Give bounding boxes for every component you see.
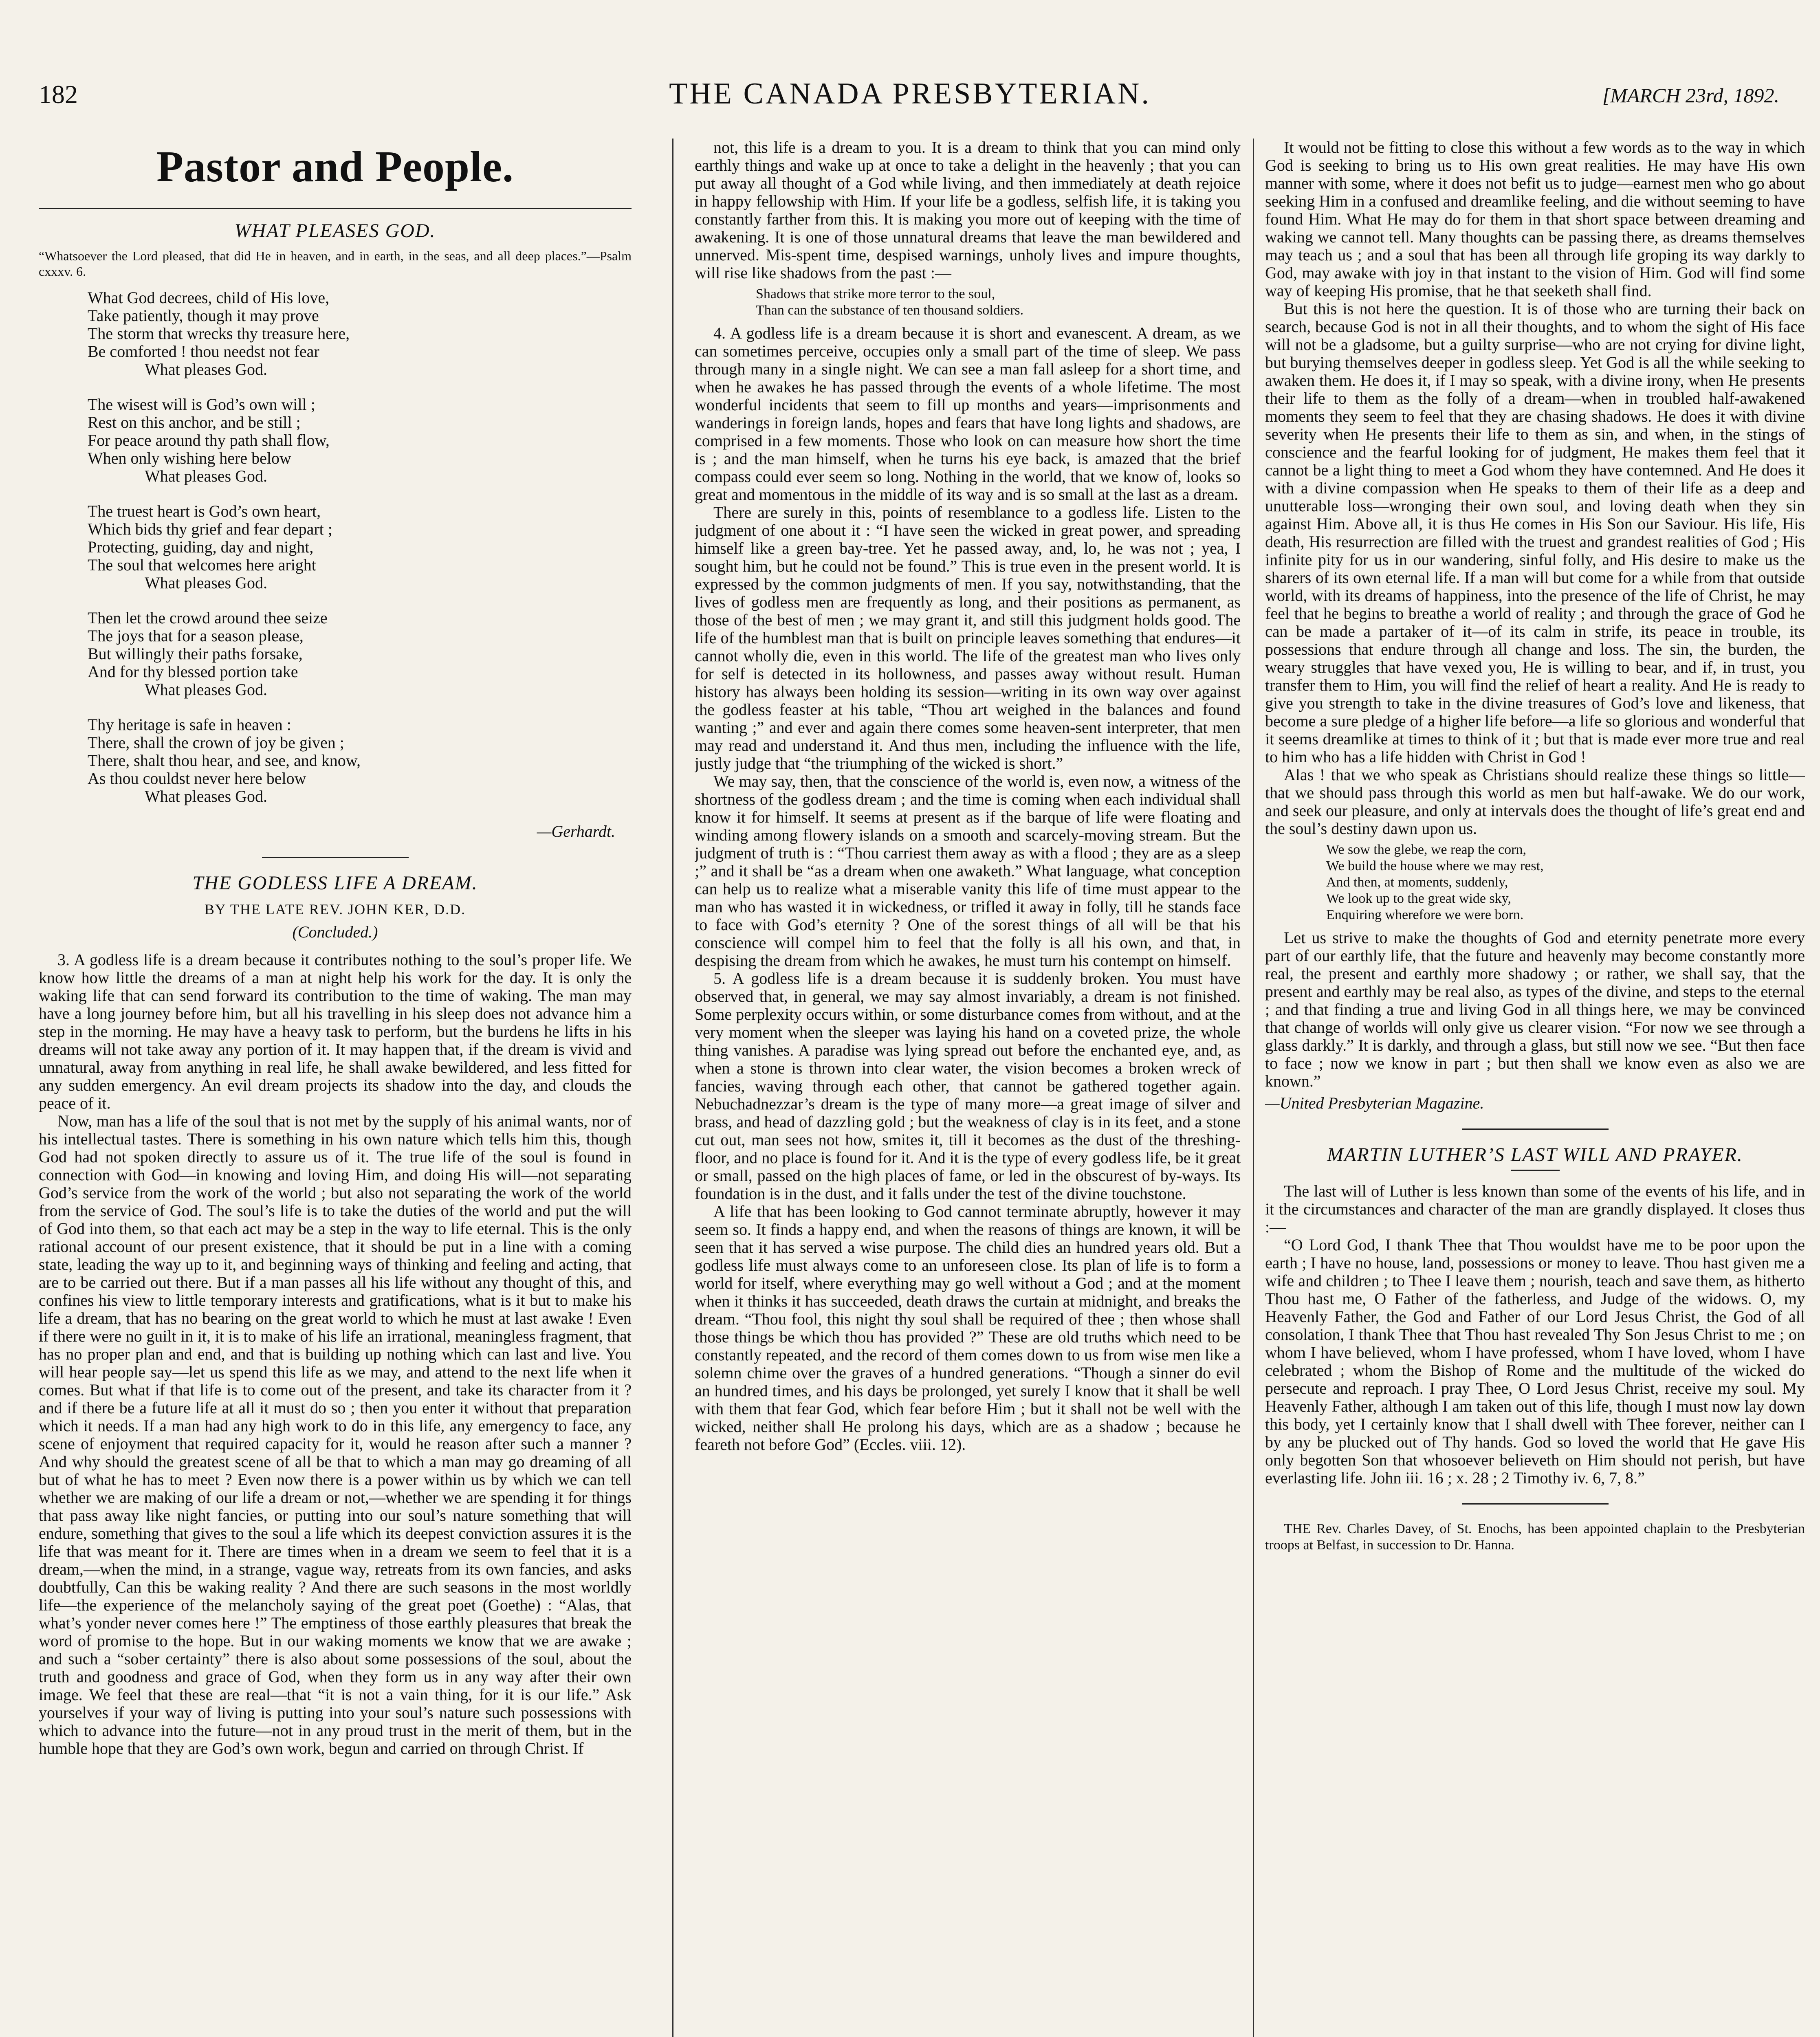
column-1 [39, 130, 632, 2037]
article-title: MARTIN LUTHER’S LAST WILL AND PRAYER. [1327, 1144, 1743, 1166]
verse-line: We sow the glebe, we reap the corn, [1326, 842, 1527, 857]
divider [262, 857, 409, 858]
verse-line: When only wishing here below [88, 449, 291, 467]
stanza [88, 609, 632, 699]
paragraph: We may say, then, that the conscience of the world is, even now, a witness of the shortness of the godless dream ; and the time is coming when each individual shall know it for himself. It seems at present as if the barque of life were floating and winding among flowery islands on a smooth and scarcely-moving stream. But the judgment of truth is : “Thou carriest them away as with a flood ; they are as a sleep ;” and it shall be “as a dream when one awaketh.” What language, what conception can help us to realize what a miserable vanity this life of time must appear to the man who has wasted it in wickedness, or trifled it away in folly, till he stands face to face with God’s eternity ? One of the sorest things of all will be that his conscience will compel him to feel that the folly is all his own, and that, in despising the dream from which he awakes, he must turn his contempt on himself. [695, 772, 1241, 970]
poem [88, 289, 632, 805]
article-body [1265, 1182, 1805, 1487]
verse-line: Than can the substance of ten thousand soldiers. [756, 303, 1024, 318]
continuation-note: (Concluded.) [292, 923, 378, 941]
byline: BY THE LATE REV. JOHN KER, D.D. [204, 901, 466, 917]
column-2 [695, 139, 1241, 2037]
verse-line: Shadows that strike more terror to the soul, [756, 286, 995, 301]
verse-line: What pleases God. [145, 360, 268, 378]
verse-line: What pleases God. [145, 467, 268, 485]
paragraph: not, this life is a dream to you. It is a dream to think that you can mind only earthly things and wake up at once to take a delight in the heavenly ; that you can put away all thought of a God while living, and then immediately at death rejoice in happy fellowship with Him. If your life be a godless, selfish life, it is taking you constantly farther from this. It is making you more out of keeping with the time of awakening. It is one of those unnatural dreams that leave the man bewildered and unnerved. Mis-spent time, despised warnings, unholy lives and impure thoughts, will rise like shadows from the past :— [695, 139, 1241, 282]
verse-line: What pleases God. [145, 680, 268, 699]
verse-line: The soul that welcomes here aright [88, 556, 316, 574]
divider [1462, 1503, 1609, 1505]
verse-line: Protecting, guiding, day and night, [88, 538, 314, 556]
verse-line: Which bids thy grief and fear depart ; [88, 520, 332, 538]
block-quote [1326, 842, 1805, 923]
column-rule [672, 139, 673, 2037]
verse-line: The wisest will is God’s own will ; [88, 395, 315, 414]
masthead [0, 0, 1820, 122]
news-item: THE Rev. Charles Davey, of St. Enochs, has been appointed chaplain to the Presbyterian troops at Belfast, in succession to Dr. Hanna. [1265, 1521, 1805, 1553]
paragraph: Alas ! that we who speak as Christians should realize these things so little—that we should pass through this world as men but half-awake. We do our work, and seek our pleasure, and only at intervals does the thought of life’s great end and the soul’s destiny dawn upon us. [1265, 766, 1805, 838]
verse-line: Take patiently, though it may prove [88, 306, 319, 325]
paragraph: But this is not here the question. It is of those who are turning their back on search, because God is not in all their thoughts, and to whom the sight of His face will not be a gladsome, but a guilty surprise—who are not crying for divine light, but burying themselves deeper in godless sleep. Yet God is all the while seeking to awaken them. He does it, if I may so speak, with a divine irony, when He presents their life to them as the folly of a dream—when in troubled half-awakened moments they seem to feel that they are chasing shadows. He does it with divine severity when He presents their life to them as sin, and when, in the stings of conscience and the fearful looking for of judgment, He makes them feel that it cannot be a light thing to meet a God whom they have contemned. And He does it with a divine compassion when He speaks to them of their life as a deep and unutterable loss—wronging their own soul, and loving death when they sin against Him. Above all, it is thus He comes in His Son our Saviour. His life, His death, His resurrection are filled with the truest and grandest realities of God ; His infinite pity for us in our wandering, sinful folly, and His desire to make us the sharers of its own eternal life. If a man will but come for a while from that outside world, with its dreams of happiness, into the presence of the life of Christ, he may feel that he begins to breathe a world of reality ; and through the grace of God he can be made a partaker of it—of its calm in strife, its peace in trouble, its possessions that endure through all change and loss. The sin, the burden, the weary struggles that have vexed you, He is willing to bear, and if, in trust, you transfer them to Him, you will find the relief of heart a reality. And He is ready to give you strength to take in the divine treasures of God’s love and likeness, that become a sure pledge of a higher life before—a life so glorious and wonderful that it seems dreamlike at times to think of it ; but that is made ever more true and real to him who has a life hidden with Christ in God ! [1265, 299, 1805, 766]
article-title: THE GODLESS LIFE A DREAM. [192, 872, 478, 894]
verse-line: We build the house where we may rest, [1326, 858, 1544, 873]
verse-line: The truest heart is God’s own heart, [88, 502, 321, 520]
stanza [88, 716, 632, 805]
verse-line: But willingly their paths forsake, [88, 645, 303, 663]
verse-line: And then, at moments, suddenly, [1326, 875, 1508, 890]
verse-line: What pleases God. [145, 574, 268, 592]
verse-line: What God decrees, child of His love, [88, 288, 330, 307]
newspaper-title: THE CANADA PRESBYTERIAN. [669, 77, 1151, 110]
verse-line: Then let the crowd around thee seize [88, 609, 328, 627]
verse-line: There, shall the crown of joy be given ; [88, 733, 344, 752]
verse-line: What pleases God. [145, 787, 268, 805]
paragraph: It would not be fitting to close this without a few words as to the way in which God is seeking to bring us to His own great realities. He may have His own manner with some, where it does not befit us to judge—earnest men who go about seeking Him in a confused and dreamlike feeling, and die without seeming to have found Him. What He may do for them in that short space between dreaming and waking we cannot tell. Many thoughts can be passing there, as dreams themselves may teach us ; and a soul that has been all through life groping its way darkly to God, may awake with joy in that instant to the vision of Him. God will find some way of keeping His promise, that he that seeketh shall find. [1265, 139, 1805, 300]
poem-attribution: —Gerhardt. [537, 822, 615, 840]
divider [39, 208, 632, 209]
verse-line: We look up to the great wide sky, [1326, 891, 1511, 906]
article-body [39, 951, 632, 1758]
epigraph: “Whatsoever the Lord pleased, that did He in heaven, and in earth, in the seas, and all deep places.”—Psalm cxxxv. 6. [39, 249, 632, 279]
verse-line: The storm that wrecks thy treasure here, [88, 324, 350, 343]
verse-line: Enquiring wherefore we were born. [1326, 907, 1524, 922]
column-rule [1253, 139, 1254, 2037]
verse-line: The joys that for a season please, [88, 627, 304, 645]
divider [1462, 1128, 1609, 1130]
article-body [695, 139, 1241, 282]
issue-date: [MARCH 23rd, 1892. [1602, 84, 1779, 107]
paragraph: Now, man has a life of the soul that is not met by the supply of his animal wants, nor of his intellectual tastes. There is something in his own nature which tells him this, though God had not spoken directly to assure us of it. The true life of the soul is found in connection with God—in knowing and loving Him, and doing His will—not separating God’s service from the work of the world ; but also not separating the work of the world from the service of God. The soul’s life is to take the duties of the world and put the will of God into them, so that each act may be a step in the way to life eternal. This is the only rational account of our present existence, that it should be put in a line with a coming state, leading the way up to it, and beginning ways of thinking and feeling and acting, that are to be carried out there. But if a man passes all his life without any thought of this, and confines his view to little temporary interests and gratifications, what is it but to make his life a dream, that has no bearing on the great world to which he must at last awake ! Even if there were no guilt in it, it is to make of his life an irrational, meaningless fragment, that has no proper plan and end, and that is building up nothing which can last and live. You will hear people say—let us spend this life as we may, and attend to the next life when it comes. But what if that life is to come out of the present, and take its character from it ? and if there be a future life at all it must do so ; then you enter it without that preparation which it needs. If a man had any high work to do in this life, any emergency to face, any scene of enjoyment that required capacity for it, would he reason after such a manner ? And why should the greatest scene of all be that to which a man may go dreaming of all but of what he has to meet ? Even now there is a power within us by which we can tell whether we are making of our life a dream or not,—whether we are spending it for things that pass away like night fancies, or putting into our soul’s nature something that will endure, something that gives to the soul a life which its deepest conviction assures it is the life that was meant for it. There are times when in a dream we seem to feel that it is a dream,—when the mind, in a strange, vague way, retreats from its own fancies, and asks doubtfully, Can this be waking reality ? And there are such seasons in the most worldly life—the experience of the melancholy saying of the great poet (Goethe) : “Alas, that what’s yonder never comes here !” The emptiness of those earthly pleasures that break the word of promise to the hope. But in our waking moments we know that we are awake ; and such a “sober certainty” there is also about some possessions of the soul, about the truth and goodness and grace of God, when they form us in any way after their own image. We feel that these are real—that “it is not a vain thing, for it is our life.” Ask yourselves if your way of living is putting into your soul’s nature such possessions with which to advance into the future—not in any proud trust in the merit of them, but in the humble hope that they are God’s own work, begun and carried on through Christ. If [39, 1112, 632, 1758]
verse-line: Be comforted ! thou needst not fear [88, 342, 319, 361]
stanza [88, 289, 632, 378]
paragraph: The last will of Luther is less known than some of the events of his life, and in it the circumstances and character of the man are grandly displayed. It closes thus :— [1265, 1182, 1805, 1236]
article-title: WHAT PLEASES GOD. [234, 220, 436, 242]
paragraph: 4. A godless life is a dream because it is short and evanescent. A dream, as we can sometimes perceive, occupies only a small part of the time of sleep. We pass through many in a single night. We can see a man fall asleep for a short time, and when he awakes he has passed through the events of a whole lifetime. The most wonderful incidents that seem to fill up months and years—imprisonments and wanderings in foreign lands, hopes and fears that have long lights and shadows, are comprised in a few moments. Those who look on can measure how short the time is ; and the man himself, when he turns his eye back, is amazed that the brief compass could ever seem so long. Nothing in the world, that we know of, looks so great and momentous in the middle of its way and is so small at the last as a dream. [695, 324, 1241, 504]
article-body [1265, 929, 1805, 1090]
paragraph: Let us strive to make the thoughts of God and eternity penetrate more every part of our earthly life, that the future and heavenly may become constantly more real, the present and earthly more shadowy ; or rather, we shall say, that the present and earthly may be real also, as types of the divine, and steps to the eternal ; and that finding a true and living God in all things here, we may be convinced that change of worlds will only give us clearer vision. “For now we see through a glass darkly.” It is darkly, and through a glass, but still now we see. “But then face to face ; now we know in part ; but then shall we know even as also we are known.” [1265, 928, 1805, 1090]
section-heading: Pastor and People. [156, 143, 514, 191]
verse-line: For peace around thy path shall flow, [88, 431, 330, 449]
paragraph: “O Lord God, I thank Thee that Thou wouldst have me to be poor upon the earth ; I have no house, land, possessions or money to leave. Thou hast given me a wife and children ; to Thee I leave them ; nourish, teach and save them, as hitherto Thou hast me, O Father of the fatherless, and Judge of the widows. O, my Heavenly Father, the God and Father of our Lord Jesus Christ, the God of all consolation, I thank Thee that Thou hast revealed Thy Son Jesus Christ to me ; on whom I have believed, whom I have professed, whom I have loved, whom I have celebrated ; whom the Bishop of Rome and the multitude of the wicked do persecute and reproach. I pray Thee, O Lord Jesus Christ, receive my soul. My Heavenly Father, although I am taken out of this life, though I must now lay down this body, yet I certainly know that I shall dwell with Thee forever, neither can I by any be plucked out of Thy hands. God so loved the world that He gave His only begotten Son that whosoever believeth on Him should not perish, but have everlasting life. John iii. 16 ; x. 28 ; 2 Timothy iv. 6, 7, 8.” [1265, 1236, 1805, 1487]
stanza [88, 396, 632, 485]
page-number: 182 [39, 80, 78, 109]
stanza [88, 502, 632, 592]
paragraph: 5. A godless life is a dream because it is suddenly broken. You must have observed that, in general, we may say almost invariably, a dream is not finished. Some perplexity occurs within, or some disturbance comes from without, and at the very moment when the sleeper was laying his hand on a coveted prize, the whole thing vanishes. A paradise was lying spread out before the enchanted eye, and, as when a stone is thrown into clear water, the vision becomes a broken wreck of fancies, waving through each other, that cannot be gathered together again. Nebuchadnezzar’s dream is the type of many more—a great image of silver and brass, and head of dazzling gold ; but the weakness of clay is in its feet, and a stone cut out, man sees not how, smites it, till it becomes as the dust of the threshing-floor, and no place is found for it. And it is the type of every godless life, be it great or small, passed on the high places of fame, or led in the obscurest of by-ways. Its foundation is in the dust, and it falls under the test of the divine touchstone. [695, 969, 1241, 1203]
article-source: —United Presbyterian Magazine. [1265, 1094, 1484, 1112]
block-quote [756, 286, 1241, 319]
verse-line: There, shalt thou hear, and see, and know, [88, 751, 361, 770]
verse-line: And for thy blessed portion take [88, 662, 298, 681]
verse-line: Thy heritage is safe in heaven : [88, 715, 291, 734]
paragraph: 3. A godless life is a dream because it contributes nothing to the soul’s proper life. We know how little the dreams of a man at night help his work for the day. It is only the waking life that can send forward its contribution to the time of waking. The man may have a long journey before him, but all his travelling in his sleep does not advance him a step in the morning. He may have a heavy task to perform, but the burdens he lifts in his dreams will not take away any portion of it. It may happen that, if the dream is vivid and unnatural, away from anything in real life, he shall awake bewildered, and less fitted for any sudden emergency. An evil dream projects its shadow into the day, and clouds the peace of it. [39, 950, 632, 1112]
article-body [695, 324, 1241, 1454]
verse-line: Rest on this anchor, and be still ; [88, 413, 301, 431]
divider [1511, 1170, 1560, 1171]
column-3 [1265, 139, 1805, 2037]
paragraph: There are surely in this, points of resemblance to a godless life. Listen to the judgment of one about it : “I have seen the wicked in great power, and spreading himself like a green bay-tree. Yet he passed away, and, lo, he was not ; yea, I sought him, but he could not be found.” This is true even in the present world. It is expressed by the common judgments of men. If you say, notwithstanding, that the lives of godless men are frequently as long, and their positions as permanent, as those of the best of men ; we may grant it, and still this judgment holds good. The life of the humblest man that is built on principle leaves something that endures—it cannot wholly die, even in this world. The life of the greatest man who lives only for self is detected in its hollowness, and passes away without result. Human history has always been holding its session—writing in its own way over against the godless feaster at his table, “Thou art weighed in the balances and found wanting ;” and ever and again there comes some heaven-sent interpreter, that men may read and understand it. And thus men, including the influence with the life, justly judge that “the triumphing of the wicked is short.” [695, 503, 1241, 772]
paragraph: A life that has been looking to God cannot terminate abruptly, however it may seem so. It finds a happy end, and when the reasons of things are known, it will be seen that it has served a wise purpose. The child dies an hundred years old. But a godless life must always come to an unforeseen close. Its plan of life is to form a world for itself, where everything may go well without a God ; and at the moment when it thinks it has succeeded, death draws the curtain at midnight, and breaks the dream. “Thou fool, this night thy soul shall be required of thee ; then whose shall those things be which thou has provided ?” These are old truths which need to be constantly repeated, and the record of them comes down to us from wise men like a solemn chime over the graves of a hundred generations. “Though a sinner do evil an hundred times, and his days be prolonged, yet surely I know that it shall be well with them that fear God, which fear before Him ; but it shall not be well with the wicked, neither shall He prolong his days, which are as a shadow ; because he feareth not before God” (Eccles. viii. 12). [695, 1202, 1241, 1454]
verse-line: As thou couldst never here below [88, 769, 306, 788]
article-body [1265, 139, 1805, 838]
